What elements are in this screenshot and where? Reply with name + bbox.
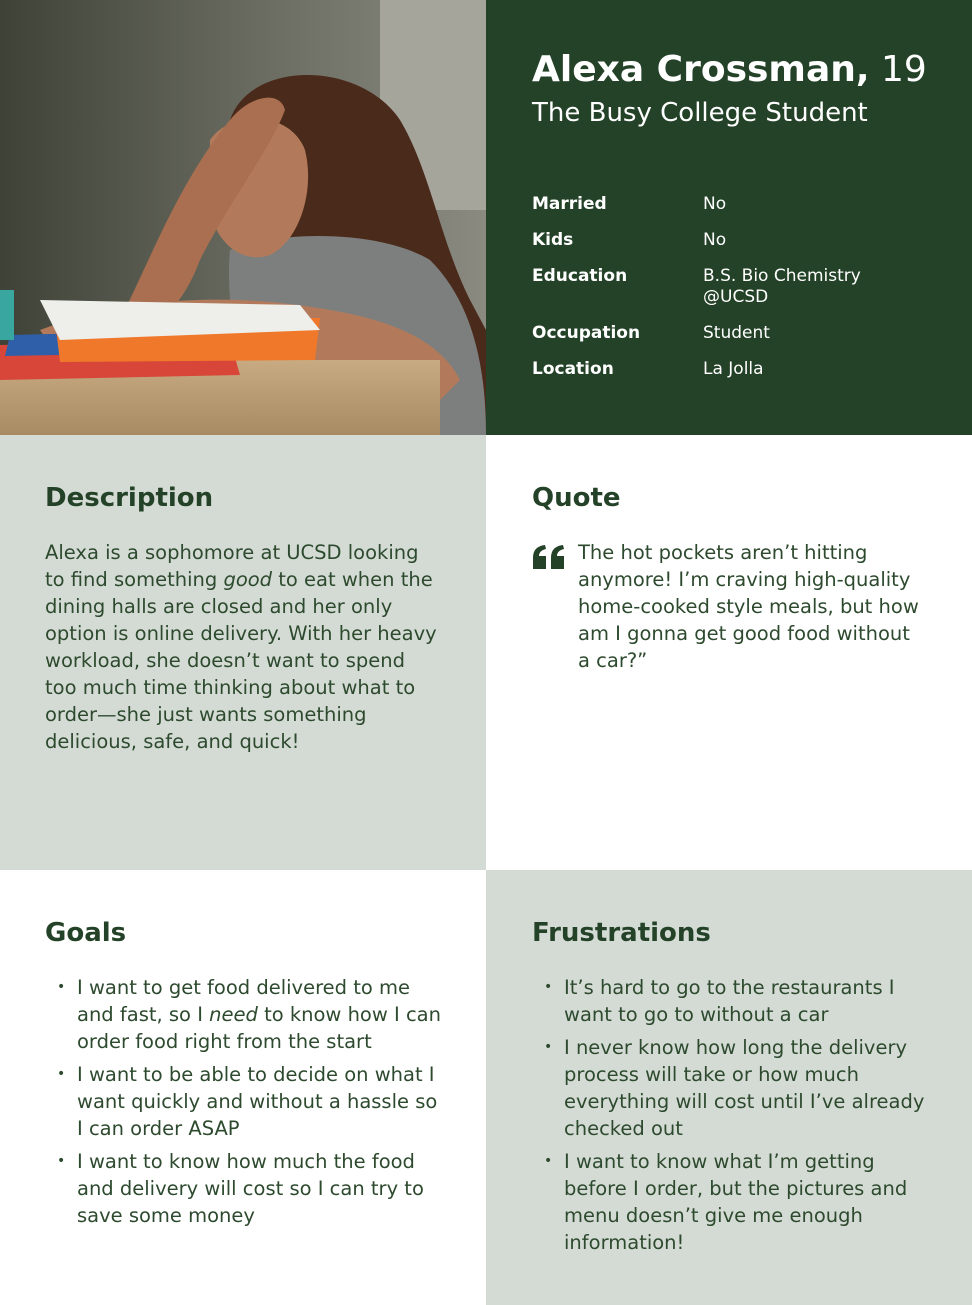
- bullet-icon: •: [544, 1039, 553, 1055]
- persona-title: The Busy College Student: [532, 98, 868, 128]
- quote-block: [532, 539, 926, 674]
- description-text-end: to eat when the dining halls are closed and her only option is online delivery. With her heavy workload, she doesn’t want to spend too much time thinking about what to order—she just wants something delicious, safe, and quick!: [45, 568, 437, 753]
- persona-header: [486, 0, 972, 435]
- detail-value: La Jolla: [703, 359, 764, 379]
- detail-row-location: [532, 359, 926, 380]
- frustrations-section: [486, 870, 972, 1305]
- description-section: [0, 435, 486, 870]
- detail-value: Student: [703, 323, 770, 343]
- frustrations-list: [532, 974, 926, 1256]
- detail-row-occupation: [532, 323, 926, 344]
- goal-text-start: I want to get food delivered to me and fast, so I: [77, 976, 411, 1026]
- description-emphasis: good: [223, 568, 273, 591]
- goal-item: [57, 1061, 441, 1142]
- description-text-start: Alexa is a sophomore at UCSD looking to find something: [45, 541, 419, 591]
- frustration-item: [544, 974, 926, 1028]
- goal-text: I want to be able to decide on what I want quickly and without a hassle so I can order ASAP: [77, 1063, 438, 1140]
- frustrations-heading: Frustrations: [532, 918, 711, 948]
- detail-value: B.S. Bio Chemistry @UCSD: [703, 266, 861, 307]
- frustration-item: [544, 1034, 926, 1142]
- quote-mark-icon: [532, 539, 578, 674]
- description-text: [45, 539, 441, 755]
- goal-text-end: to know how I can order food right from the start: [77, 1003, 441, 1053]
- quote-heading: Quote: [532, 483, 621, 513]
- goals-section: [0, 870, 486, 1305]
- goals-heading: Goals: [45, 918, 127, 948]
- detail-label: Education: [532, 266, 628, 286]
- frustration-item: [544, 1148, 926, 1256]
- goal-text: I want to know how much the food and delivery will cost so I can try to save some money: [77, 1150, 424, 1227]
- detail-label: Occupation: [532, 323, 641, 343]
- goal-item: [57, 1148, 441, 1229]
- student-photo-illustration: [0, 0, 486, 435]
- detail-label: Location: [532, 359, 614, 379]
- bullet-icon: •: [544, 979, 553, 995]
- frustration-text: I never know how long the delivery process will take or how much everything will cost until I’ve already checked out: [564, 1036, 925, 1140]
- quote-section: [486, 435, 972, 870]
- detail-label: Married: [532, 194, 607, 214]
- goal-item: [57, 974, 441, 1055]
- persona-name: Alexa Crossman,: [532, 49, 870, 90]
- bullet-icon: •: [57, 1153, 66, 1169]
- bullet-icon: •: [57, 1066, 66, 1082]
- persona-details: [532, 194, 926, 380]
- detail-value: No: [703, 230, 727, 250]
- quote-text: The hot pockets aren’t hitting anymore! I’m craving high-quality home-cooked style meals, but how am I gonna get good food without a car?”: [578, 541, 919, 672]
- goal-emphasis: need: [209, 1003, 258, 1026]
- frustration-text: I want to know what I’m getting before I order, but the pictures and menu doesn’t give me enough information!: [564, 1150, 908, 1254]
- detail-row-education: [532, 266, 926, 308]
- goals-list: [45, 974, 441, 1229]
- detail-row-kids: [532, 230, 926, 251]
- persona-name-line: [532, 48, 926, 92]
- detail-value: No: [703, 194, 727, 214]
- persona-age: 19: [881, 49, 927, 90]
- description-heading: Description: [45, 483, 214, 513]
- detail-label: Kids: [532, 230, 574, 250]
- persona-photo: [0, 0, 486, 435]
- detail-row-married: [532, 194, 926, 215]
- bullet-icon: •: [544, 1153, 553, 1169]
- frustration-text: It’s hard to go to the restaurants I want to go to without a car: [564, 976, 895, 1026]
- bullet-icon: •: [57, 979, 66, 995]
